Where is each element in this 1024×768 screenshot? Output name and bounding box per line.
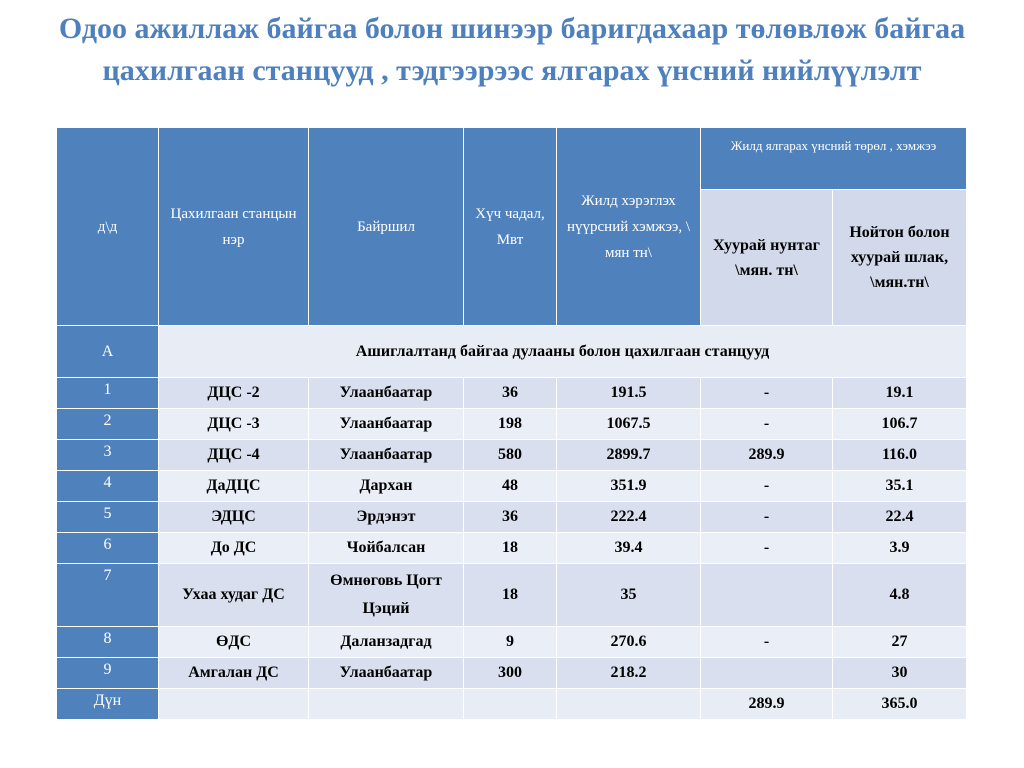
station-wet-ash: 19.1: [833, 378, 967, 409]
section-num: А: [57, 326, 159, 378]
table-row: [57, 564, 967, 627]
station-dry-ash: 289.9: [701, 440, 833, 471]
station-dry-ash: -: [701, 533, 833, 564]
station-wet-ash: 30: [833, 658, 967, 689]
table-row: [57, 627, 967, 658]
station-capacity: 198: [464, 409, 557, 440]
station-name: ДЦС -3: [159, 409, 309, 440]
station-dry-ash: -: [701, 409, 833, 440]
station-wet-ash: 106.7: [833, 409, 967, 440]
station-dry-ash: -: [701, 471, 833, 502]
station-capacity: 580: [464, 440, 557, 471]
station-dry-ash: -: [701, 378, 833, 409]
station-coal: 218.2: [557, 658, 701, 689]
station-coal: 1067.5: [557, 409, 701, 440]
station-capacity: 36: [464, 378, 557, 409]
station-coal: 35: [557, 564, 701, 627]
station-dry-ash: -: [701, 627, 833, 658]
page-title: Одоо ажиллаж байгаа болон шинээр баригдахаар төлөвлөж байгаа цахилгаан станцууд , тэдгээрээс ялгарах үнсний нийлүүлэлт: [58, 12, 966, 87]
section-row: [57, 326, 967, 378]
station-name: ӨДС: [159, 627, 309, 658]
power-stations-table: [56, 127, 967, 720]
header-coal: Жилд хэрэглэх нүүрсний хэмжээ, \ мян тн\: [557, 128, 701, 326]
row-num: 3: [57, 440, 159, 471]
table-row: [57, 658, 967, 689]
station-wet-ash: 4.8: [833, 564, 967, 627]
table-row: [57, 378, 967, 409]
table-row: [57, 409, 967, 440]
table-row: [57, 471, 967, 502]
station-capacity: 18: [464, 533, 557, 564]
station-name: ЭДЦС: [159, 502, 309, 533]
station-coal: 39.4: [557, 533, 701, 564]
header-name: Цахилгаан станцын нэр: [159, 128, 309, 326]
station-capacity: 300: [464, 658, 557, 689]
station-location: Улаанбаатар: [309, 658, 464, 689]
row-num: 4: [57, 471, 159, 502]
station-location: Чойбалсан: [309, 533, 464, 564]
station-location: Эрдэнэт: [309, 502, 464, 533]
station-name: Ухаа худаг ДС: [159, 564, 309, 627]
station-location: Даланзадгад: [309, 627, 464, 658]
header-capacity: Хүч чадал, Мвт: [464, 128, 557, 326]
empty-cell: [159, 689, 309, 720]
station-coal: 222.4: [557, 502, 701, 533]
station-location: Улаанбаатар: [309, 409, 464, 440]
section-label: Ашиглалтанд байгаа дулааны болон цахилгаан станцууд: [159, 326, 967, 378]
empty-cell: [557, 689, 701, 720]
station-wet-ash: 22.4: [833, 502, 967, 533]
station-capacity: 36: [464, 502, 557, 533]
station-coal: 351.9: [557, 471, 701, 502]
station-capacity: 9: [464, 627, 557, 658]
station-location: Дархан: [309, 471, 464, 502]
table-row: [57, 440, 967, 471]
header-num: д\д: [57, 128, 159, 326]
station-name: До ДС: [159, 533, 309, 564]
station-name: ДаДЦС: [159, 471, 309, 502]
station-dry-ash: [701, 658, 833, 689]
row-num: 8: [57, 627, 159, 658]
header-ash-group: Жилд ялгарах үнсний төрөл , хэмжээ: [701, 128, 967, 190]
station-capacity: 48: [464, 471, 557, 502]
station-capacity: 18: [464, 564, 557, 627]
station-name: ДЦС -4: [159, 440, 309, 471]
table-row: [57, 502, 967, 533]
row-num: 6: [57, 533, 159, 564]
table-row: [57, 533, 967, 564]
row-num: 2: [57, 409, 159, 440]
station-wet-ash: 3.9: [833, 533, 967, 564]
station-wet-ash: 27: [833, 627, 967, 658]
station-location: Улаанбаатар: [309, 440, 464, 471]
station-dry-ash: [701, 564, 833, 627]
header-dry: Хуурай нунтаг \мян. тн\: [701, 190, 833, 326]
row-num: 5: [57, 502, 159, 533]
row-num: 1: [57, 378, 159, 409]
station-name: Амгалан ДС: [159, 658, 309, 689]
station-coal: 191.5: [557, 378, 701, 409]
empty-cell: [464, 689, 557, 720]
station-dry-ash: -: [701, 502, 833, 533]
empty-cell: [309, 689, 464, 720]
header-location: Байршил: [309, 128, 464, 326]
total-dry-ash: 289.9: [701, 689, 833, 720]
total-label: Дүн: [57, 689, 159, 720]
station-location: Улаанбаатар: [309, 378, 464, 409]
row-num: 9: [57, 658, 159, 689]
total-row: [57, 689, 967, 720]
station-name: ДЦС -2: [159, 378, 309, 409]
header-wet: Нойтон болон хуурай шлак, \мян.тн\: [833, 190, 967, 326]
total-wet-ash: 365.0: [833, 689, 967, 720]
station-wet-ash: 35.1: [833, 471, 967, 502]
station-wet-ash: 116.0: [833, 440, 967, 471]
station-coal: 2899.7: [557, 440, 701, 471]
row-num: 7: [57, 564, 159, 627]
station-coal: 270.6: [557, 627, 701, 658]
station-location: Өмнөговь Цогт Цэций: [309, 564, 464, 627]
